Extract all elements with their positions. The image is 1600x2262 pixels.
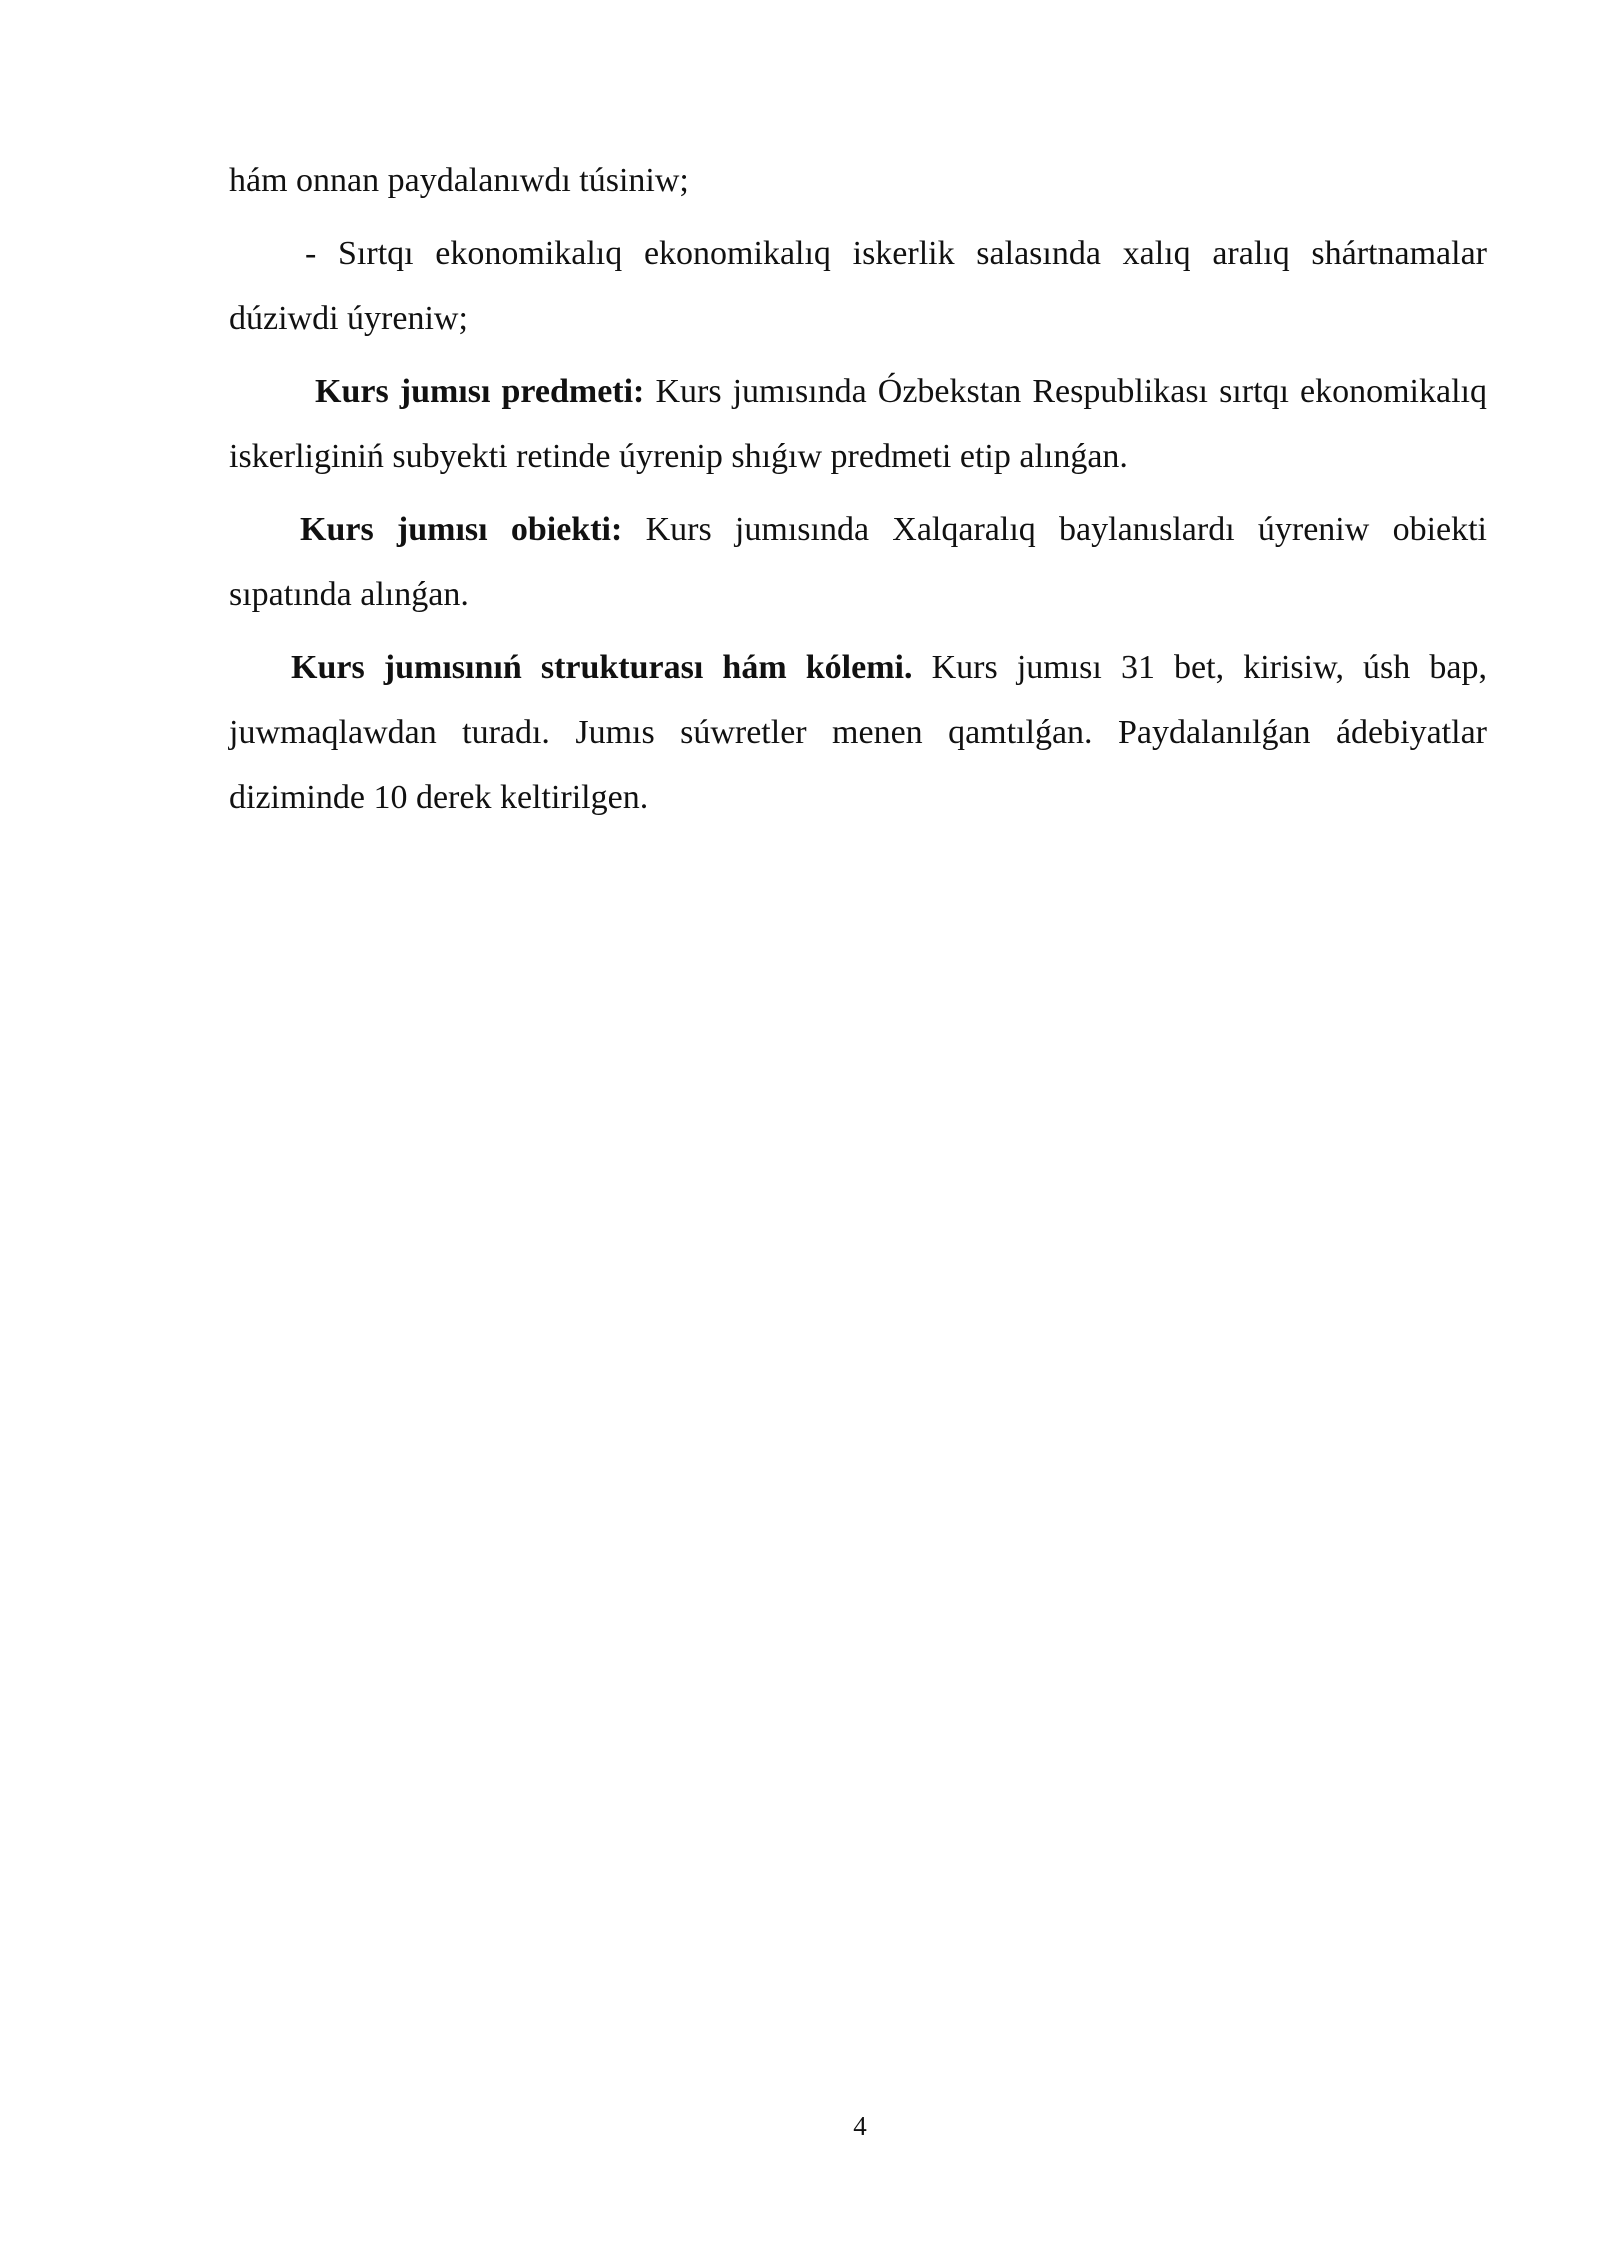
paragraph-subject <box>229 359 1487 489</box>
paragraph-text: - Sırtqı ekonomikalıq ekonomikalıq iskerlik salasında xalıq aralıq shártnamalar dúziwdi úyreniw; <box>229 235 1487 337</box>
body-text <box>229 148 1487 830</box>
paragraph-text: hám onnan paydalanıwdı túsiniw; <box>229 162 689 199</box>
object-text: Kurs jumısında Xalqaralıq baylanıslardı úyreniw obiekti sıpatında alınǵan. <box>229 511 1487 613</box>
structure-text: Kurs jumısı 31 bet, kirisiw, úsh bap, juwmaqlawdan turadı. Jumıs súwretler menen qamtılǵan. Paydalanılǵan ádebiyatlar diziminde 10 derek keltirilgen. <box>229 649 1487 816</box>
structure-label: Kurs jumısınıń strukturası hám kólemi. <box>291 649 913 686</box>
page-number: 4 <box>853 2111 867 2141</box>
paragraph-object <box>229 497 1487 627</box>
paragraph-structure <box>229 635 1487 830</box>
subject-label: Kurs jumısı predmeti: <box>315 373 645 410</box>
paragraph-contracts-item <box>229 221 1487 351</box>
paragraph-usage-understanding <box>229 148 1487 213</box>
subject-text: Kurs jumısında Ózbekstan Respublikası sırtqı ekonomikalıq iskerliginiń subyekti retinde úyrenip shıǵıw predmeti etip alınǵan. <box>229 373 1487 475</box>
object-label: Kurs jumısı obiekti: <box>300 511 623 548</box>
